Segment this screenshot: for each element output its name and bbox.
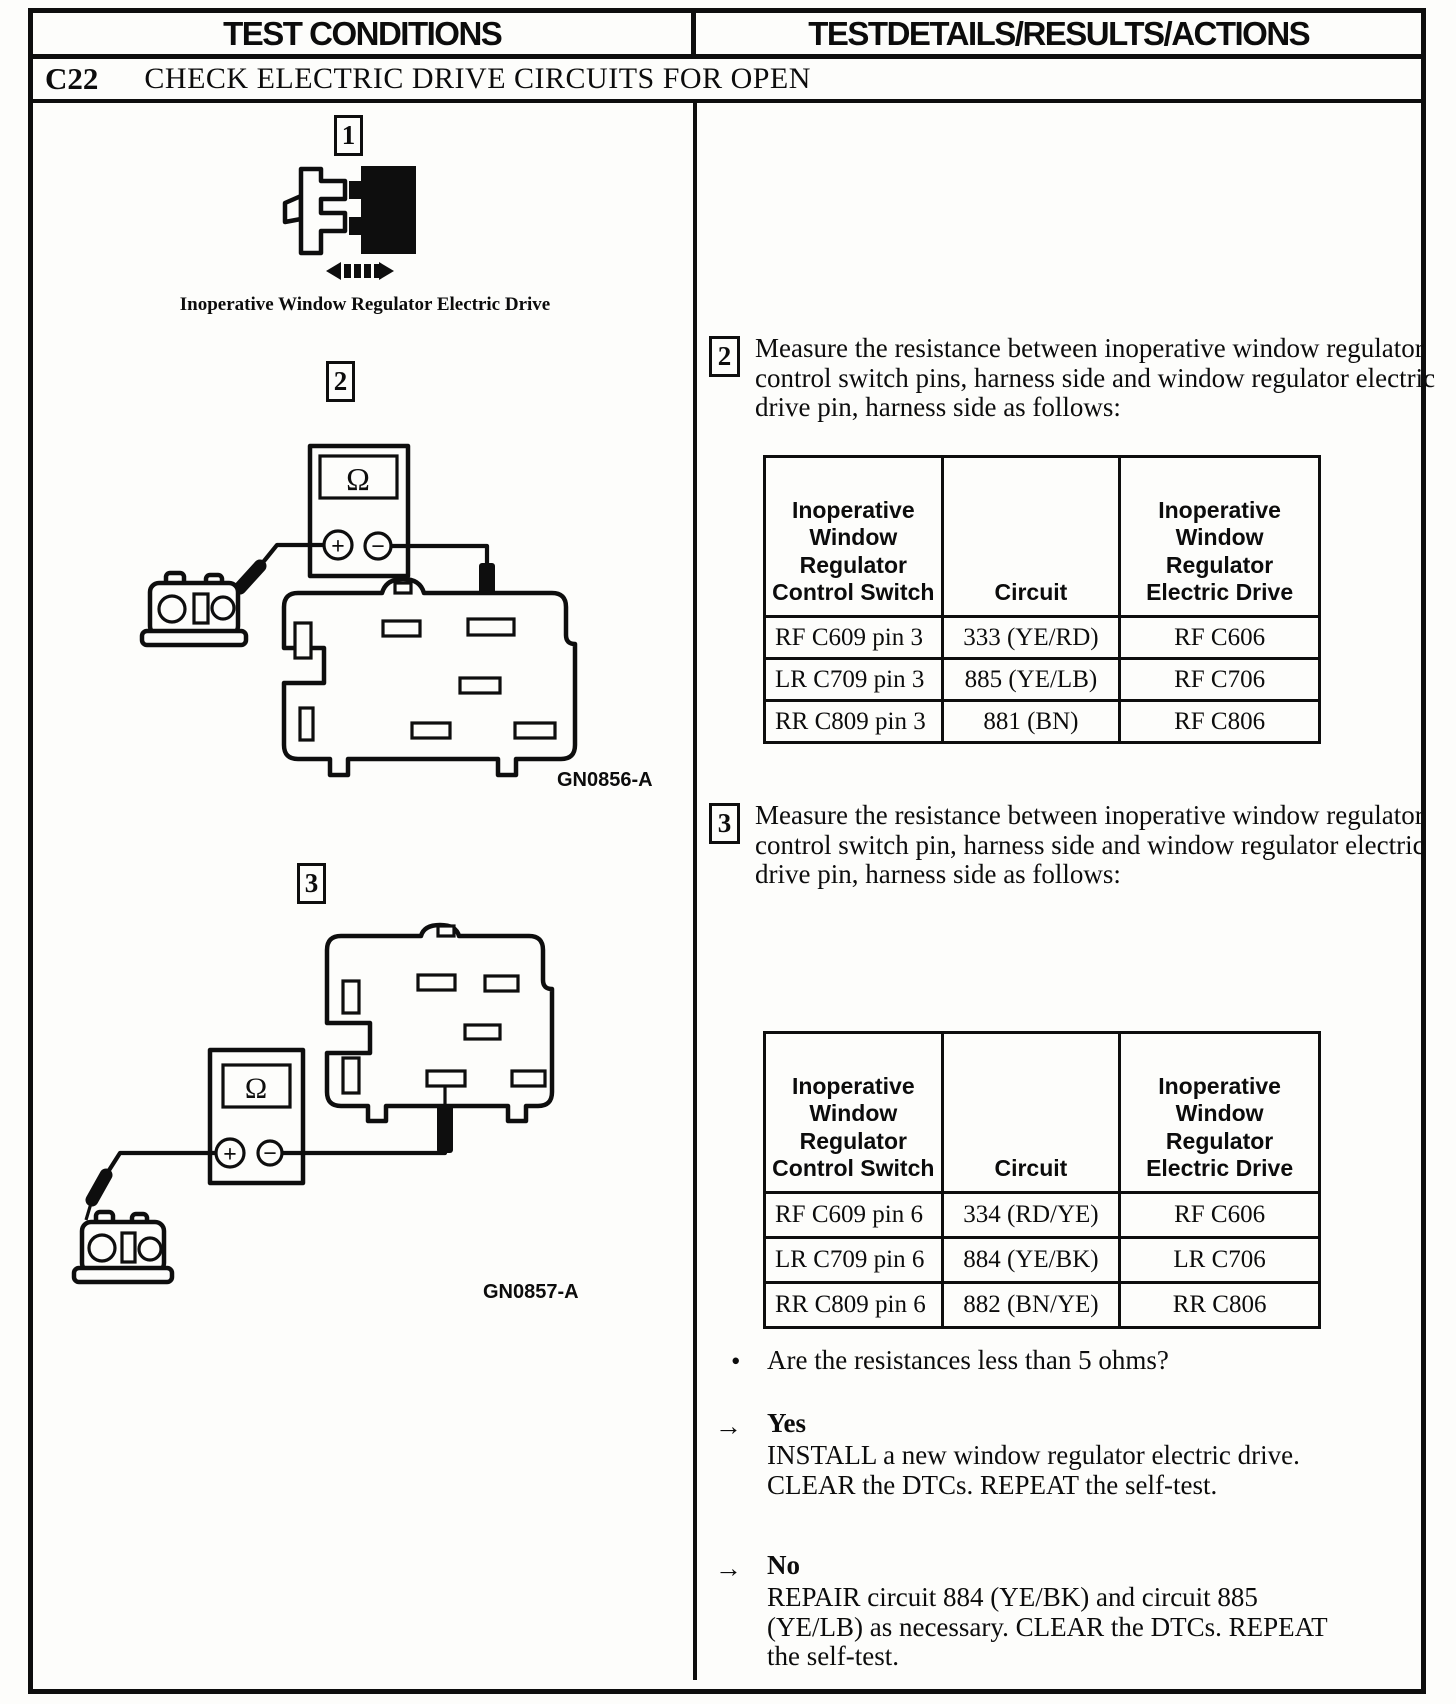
result-arrow-icon: → [715, 1553, 742, 1583]
figure-step-number-2 [326, 361, 355, 402]
test-body [33, 103, 1436, 1680]
figure-3-id: GN0857-A [483, 1281, 579, 1303]
ohm-symbol: Ω [346, 461, 370, 497]
figure-1-caption: Inoperative Window Regulator Electric Drive [179, 294, 551, 315]
disconnected-connector-icon [283, 161, 463, 291]
step-2-number-box [709, 336, 740, 377]
result-arrow-icon: → [715, 1411, 742, 1441]
table-header-cell: Inoperative Window Regulator Control Switch [765, 457, 943, 617]
table-cell: LR C709 pin 3 [765, 659, 943, 701]
step-number-text: 1 [341, 120, 356, 150]
bullet-icon: • [731, 1346, 741, 1376]
yes-action-text: INSTALL a new window regulator electric drive. CLEAR the DTCs. REPEAT the self-test. [767, 1440, 1300, 1500]
no-label: No [767, 1550, 800, 1580]
table-cell: RF C609 pin 6 [765, 1193, 943, 1238]
test-conditions-column [33, 103, 697, 1680]
figure-step-number-3 [297, 863, 326, 904]
table-cell: RF C706 [1120, 659, 1320, 701]
step-number-text: 3 [304, 868, 319, 898]
test-details-column [701, 103, 1436, 1680]
plus-terminal-label: + [223, 1142, 237, 1168]
table-header-row [765, 1033, 1320, 1193]
table-row [765, 1193, 1320, 1238]
step2-measurement-diagram [88, 403, 588, 783]
table-cell: 885 (YE/LB) [942, 659, 1120, 701]
step-3-resistance-table [763, 1031, 1321, 1329]
minus-terminal-label: − [263, 1141, 277, 1167]
step-number-text: 2 [333, 366, 348, 396]
table-cell: 881 (BN) [942, 701, 1120, 743]
connector-half-female-shape [349, 166, 416, 254]
step-2-resistance-table [763, 455, 1321, 744]
table-row [765, 1238, 1320, 1283]
step-2-instruction: Measure the resistance between inoperative window regulator control switch pins, harness side and window regulator electric drive pin, harness side as follows: [755, 333, 1436, 422]
table-cell: RF C606 [1120, 1193, 1320, 1238]
plus-terminal-label: + [331, 534, 345, 560]
table-header-cell: Circuit [942, 457, 1120, 617]
yes-label: Yes [767, 1408, 806, 1438]
table-cell: RR C809 pin 6 [765, 1283, 943, 1328]
table-cell: RF C806 [1120, 701, 1320, 743]
figure-step-number-1 [334, 115, 363, 156]
ohm-symbol: Ω [244, 1072, 268, 1105]
minus-terminal-label: − [371, 534, 385, 560]
disconnect-arrows-icon [326, 262, 394, 280]
step-number-text: 3 [717, 808, 732, 838]
table-cell: RR C806 [1120, 1283, 1320, 1328]
table-cell: 334 (RD/YE) [942, 1193, 1120, 1238]
table-cell: LR C709 pin 6 [765, 1238, 943, 1283]
table-header-cell: Inoperative Window Regulator Electric Drive [1120, 1033, 1320, 1193]
table-row [765, 617, 1320, 659]
ohmmeter-icon [210, 1050, 303, 1183]
wire-stub-shape [285, 196, 301, 222]
test-step-title-row [33, 59, 1421, 103]
switch-connector-icon [74, 1212, 172, 1282]
step-3-number-box [709, 803, 740, 844]
step3-measurement-diagram [58, 923, 568, 1298]
table-header-cell: Inoperative Window Regulator Control Switch [765, 1033, 943, 1193]
test-details-header: TESTDETAILS/RESULTS/ACTIONS [808, 14, 1310, 52]
test-conditions-header: TEST CONDITIONS [33, 13, 696, 54]
ohmmeter-icon [310, 446, 408, 576]
table-header-row [765, 457, 1320, 617]
no-action-text: REPAIR circuit 884 (YE/BK) and circuit 885 (YE/LB) as necessary. CLEAR the DTCs. REPEAT the self-test. [767, 1582, 1328, 1671]
table-cell: 882 (BN/YE) [942, 1283, 1120, 1328]
electric-drive-connector-icon [327, 925, 552, 1121]
test-step-id: C22 [45, 61, 99, 96]
step-3-instruction: Measure the resistance between inoperative window regulator control switch pin, harness side and window regulator electric drive pin, harness side as follows: [755, 800, 1425, 889]
figure-2-id: GN0856-A [557, 769, 653, 791]
table-header-cell: Inoperative Window Regulator Electric Drive [1120, 457, 1320, 617]
table-header-row [33, 13, 1421, 59]
table-cell: 884 (YE/BK) [942, 1238, 1120, 1283]
table-cell: LR C706 [1120, 1238, 1320, 1283]
page-frame [28, 8, 1436, 1694]
table-cell: RF C606 [1120, 617, 1320, 659]
connector-half-male-shape [301, 169, 345, 253]
test-step-title: CHECK ELECTRIC DRIVE CIRCUITS FOR OPEN [144, 62, 811, 95]
table-cell: 333 (YE/RD) [942, 617, 1120, 659]
question-text: Are the resistances less than 5 ohms? [767, 1345, 1169, 1375]
table-row [765, 659, 1320, 701]
electric-drive-connector-icon [284, 579, 575, 775]
step-number-text: 2 [717, 341, 732, 371]
table-cell: RF C609 pin 3 [765, 617, 943, 659]
table-header-cell: Circuit [942, 1033, 1120, 1193]
table-row [765, 701, 1320, 743]
table-cell: RR C809 pin 3 [765, 701, 943, 743]
switch-connector-icon [142, 573, 246, 645]
table-row [765, 1283, 1320, 1328]
